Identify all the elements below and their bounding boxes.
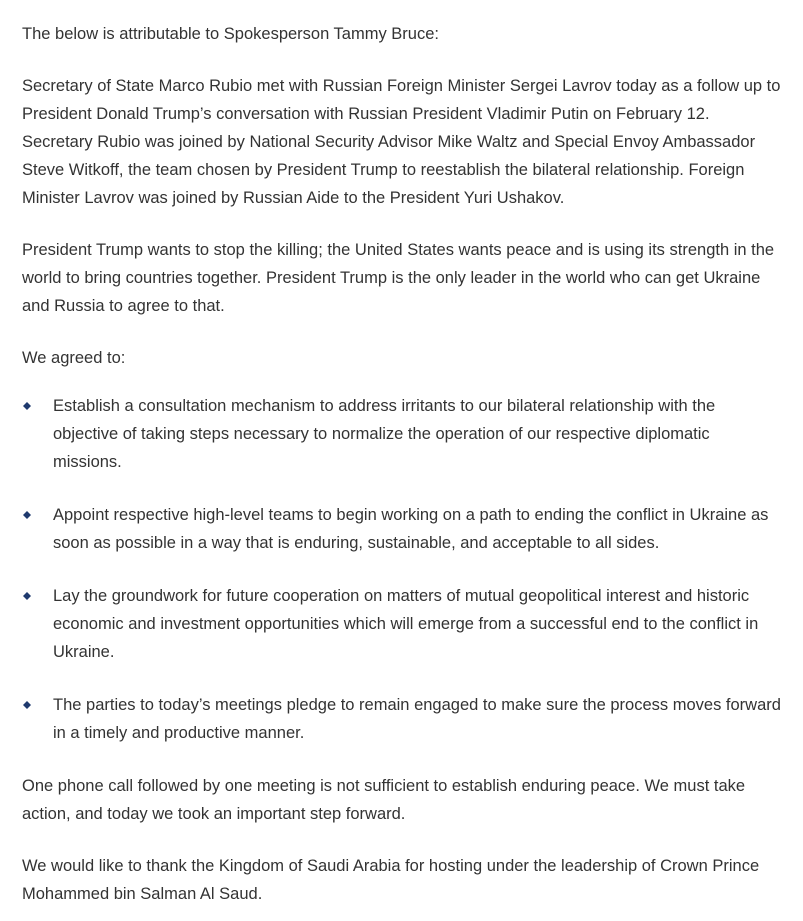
- thanks-paragraph: We would like to thank the Kingdom of Saudi Arabia for hosting under the leadership of Crown Prince Mohammed bin Salman Al Saud.: [22, 857, 760, 903]
- attribution-line: The below is attributable to Spokesperson Tammy Bruce:: [22, 25, 439, 43]
- diamond-icon: [23, 511, 31, 519]
- agreement-text: Lay the groundwork for future cooperation on matters of mutual geopolitical interest and historic economic and investment opportunities which will emerge from a successful end to the conflict in Ukraine.: [53, 587, 759, 661]
- agreements-list: [22, 392, 781, 747]
- agreement-text: The parties to today’s meetings pledge to remain engaged to make sure the process moves forward in a timely and productive manner.: [53, 696, 781, 742]
- list-item: [22, 691, 781, 747]
- list-item: [22, 392, 781, 476]
- meeting-paragraph: Secretary of State Marco Rubio met with Russian Foreign Minister Sergei Lavrov today as a follow up to President Donald Trump’s conversation with Russian President Vladimir Putin on February 12. Secretary Rubio was joined by National Security Advisor Mike Waltz and Special Envoy Ambassador Steve Witkoff, the team chosen by President Trump to reestablish the bilateral relationship. Foreign Minister Lavrov was joined by Russian Aide to the President Yuri Ushakov.: [22, 77, 781, 207]
- action-paragraph: One phone call followed by one meeting is not sufficient to establish enduring peace. We must take action, and today we took an important step forward.: [22, 777, 746, 823]
- diamond-icon: [23, 701, 31, 709]
- agreement-text: Establish a consultation mechanism to address irritants to our bilateral relationship with the objective of taking steps necessary to normalize the operation of our respective diplomatic missions.: [53, 397, 716, 471]
- diamond-icon: [23, 592, 31, 600]
- agreement-text: Appoint respective high-level teams to begin working on a path to ending the conflict in Ukraine as soon as possible in a way that is enduring, sustainable, and acceptable to all sides.: [53, 506, 769, 552]
- peace-paragraph: President Trump wants to stop the killing; the United States wants peace and is using its strength in the world to bring countries together. President Trump is the only leader in the world who can get Ukraine and Russia to agree to that.: [22, 241, 775, 315]
- list-item: [22, 582, 781, 666]
- diamond-icon: [23, 402, 31, 410]
- list-item: [22, 501, 781, 557]
- agreed-intro: We agreed to:: [22, 349, 126, 367]
